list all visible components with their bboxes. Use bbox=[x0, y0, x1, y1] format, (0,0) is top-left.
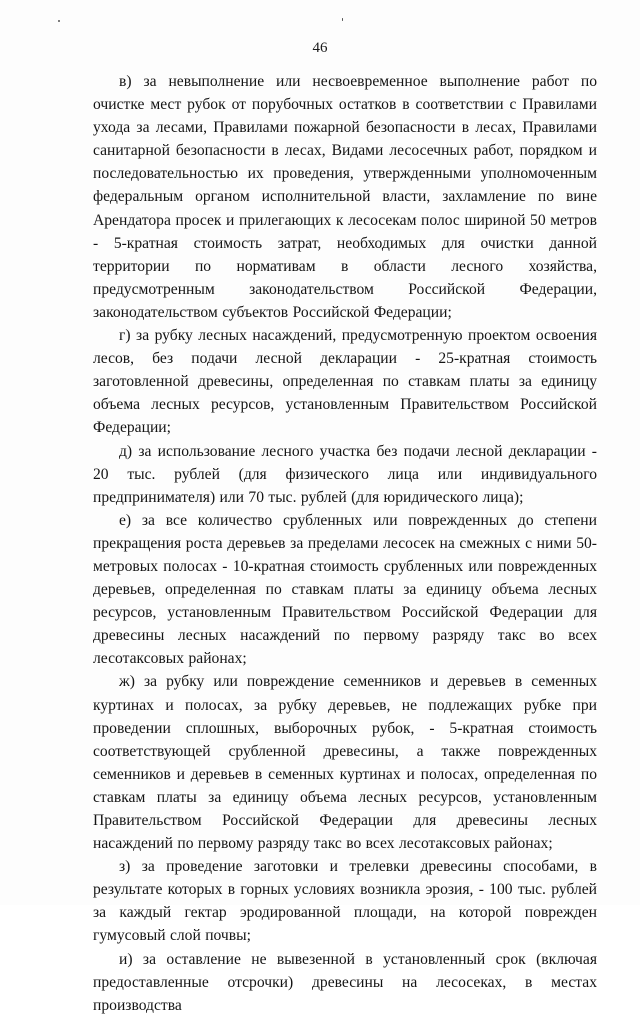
paragraph-zh: ж) за рубку или повреждение семенников и деревьев в семенных куртинах и полосах, за рубку деревьев, не подлежащих рубке при проведении сплошных, выборочных рубок, - 5-кратная стоимость соответствующей срубленной древесины, а также поврежденных семенников и деревьев в семенных куртинах и полосах, определенная по ставкам платы за единицу объема лесных ресурсов, установленным Правительством Российской Федерации для древесины лесных насаждений по первому разряду такс во всех лесотаксовых районах; bbox=[93, 673, 597, 853]
paragraph-v: в) за невыполнение или несвоевременное выполнение работ по очистке мест рубок от порубочных остатков в соответствии с Правилами ухода за лесами, Правилами пожарной безопасности в лесах, Правилами санитарной безопасности в лесах, Видами лесосечных работ, порядком и последовательностью их проведения, утвержденными уполномоченным федеральным органом исполнительной власти, захламление по вине Арендатора просек и прилегающих к лесосекам полос шириной 50 метров - 5-кратная стоимость затрат, необходимых для очистки данной территории по нормативам в области лесного хозяйства, предусмотренным законодательством Российской Федерации, законодательством субъектов Российской Федерации; bbox=[93, 73, 597, 321]
scan-speck bbox=[58, 20, 60, 22]
paragraph-g: г) за рубку лесных насаждений, предусмотренную проектом освоения лесов, без подачи лесной декларации - 25-кратная стоимость заготовленной древесины, определенная по ставкам платы за единицу объема лесных ресурсов, установленным Правительством Российской Федерации; bbox=[93, 327, 597, 437]
paragraph-d: д) за использование лесного участка без подачи лесной декларации - 20 тыс. рублей (для физического лица или индивидуального предпринимателя) или 70 тыс. рублей (для юридического лица); bbox=[93, 442, 597, 506]
paragraph-i: и) за оставление не вывезенной в установленный срок (включая предоставленные отсрочки) древесины на лесосеках, в местах производства bbox=[93, 950, 597, 1014]
paragraph-z: з) за проведение заготовки и трелевки древесины способами, в результате которых в горных условиях возникла эрозия, - 100 тыс. рублей за каждый гектар эродированной площади, на которой поврежден гумусовый слой почвы; bbox=[93, 858, 597, 945]
paragraph-e: е) за все количество срубленных или поврежденных до степени прекращения роста деревьев за пределами лесосек на смежных с ними 50-метровых полосах - 10-кратная стоимость срубленных или поврежденных деревьев, определенная по ставкам платы за единицу объема лесных ресурсов, установленным Правительством Российской Федерации для древесины лесных насаждений по первому разряду такс во всех лесотаксовых районах; bbox=[93, 511, 597, 668]
document-body bbox=[93, 70, 597, 1017]
scan-speck bbox=[342, 18, 343, 21]
page-number: 46 bbox=[312, 40, 328, 56]
